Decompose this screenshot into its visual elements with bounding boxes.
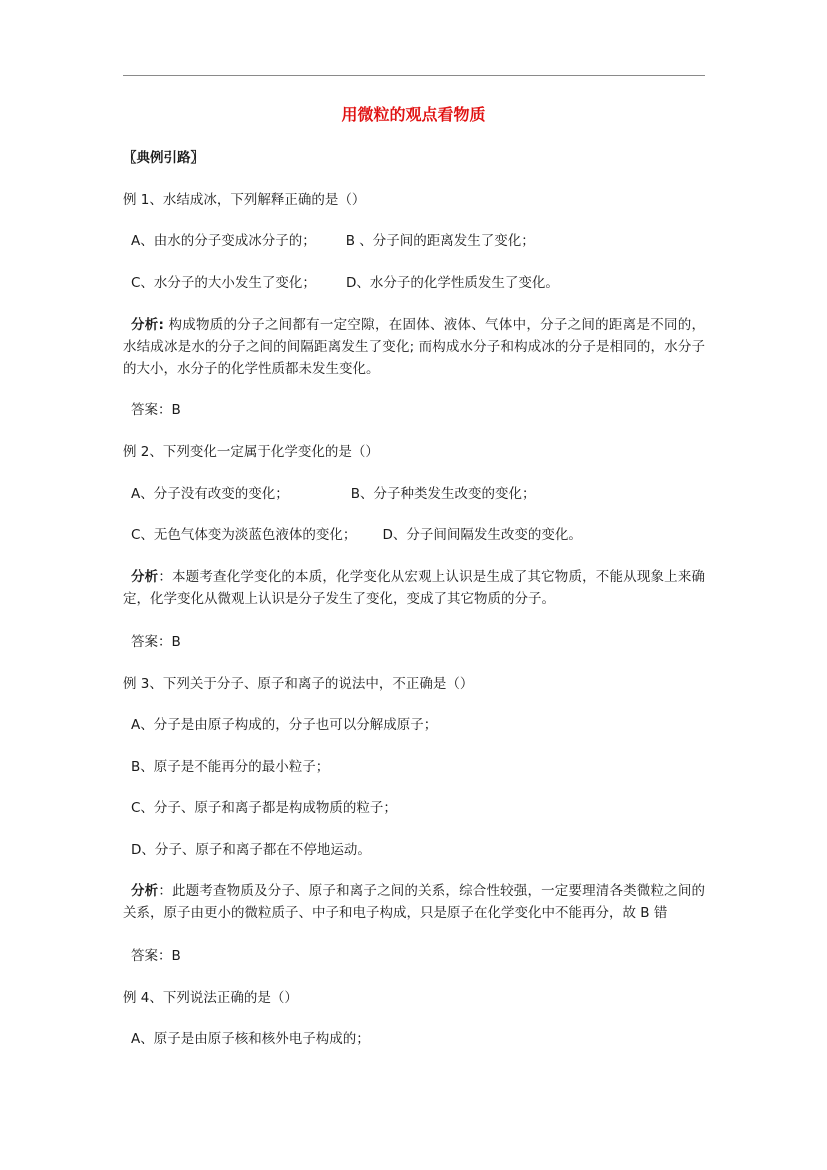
ex2-options-row1 — [123, 484, 536, 504]
ex1-option-a: A、由水的分子变成冰分子的； — [131, 233, 316, 249]
ex2-option-b: B、分子种类发生改变的变化； — [350, 486, 536, 502]
ex1-option-b: B 、分子间的距离发生了变化； — [345, 233, 535, 249]
ex3-analysis — [123, 880, 705, 924]
ex1-analysis-label: 分析: — [131, 317, 164, 333]
ex1-analysis-text: 构成物质的分子之间都有一定空隙，在固体、液体、气体中，分子之间的距离是不同的，水结成冰是水的分子之间的间隔距离发生了变化; 而构成水分子和构成冰的分子是相同的，水分子的大小，水分子的化学性质都未发生变化。 — [123, 317, 705, 377]
ex2-analysis-text: ：本题考查化学变化的本质，化学变化从宏观上认识是生成了其它物质，不能从现象上来确定，化学变化从微观上认识是分子发生了变化，变成了其它物质的分子。 — [123, 569, 706, 607]
ex1-analysis — [123, 314, 705, 380]
ex3-analysis-label: 分析 — [131, 883, 159, 899]
ex2-analysis — [123, 566, 705, 610]
ex1-question: 例 1、水结成冰，下列解释正确的是（） — [123, 192, 366, 208]
ex1-answer: 答案：B — [131, 402, 181, 418]
ex1-options-row2 — [123, 273, 559, 293]
header-rule — [123, 75, 705, 76]
ex3-option-c: C、分子、原子和离子都是构成物质的粒子； — [131, 800, 397, 816]
ex3-analysis-text: ：此题考查物质及分子、原子和离子之间的关系，综合性较强，一定要理清各类微粒之间的关系，原子由更小的微粒质子、中子和电子构成，只是原子在化学变化中不能再分，故 B 错 — [123, 883, 706, 921]
ex2-answer: 答案：B — [131, 634, 181, 650]
ex2-options-row2 — [123, 525, 582, 545]
ex3-answer: 答案：B — [131, 948, 181, 964]
ex4-option-a: A、原子是由原子核和核外电子构成的； — [131, 1031, 370, 1047]
ex2-analysis-label: 分析 — [131, 569, 159, 585]
ex4-question: 例 4、下列说法正确的是（） — [123, 990, 298, 1006]
ex1-option-c: C、水分子的大小发生了变化； — [131, 275, 316, 291]
ex3-option-b: B、原子是不能再分的最小粒子； — [131, 759, 330, 775]
ex2-option-a: A、分子没有改变的变化； — [131, 486, 289, 502]
ex1-option-d: D、水分子的化学性质发生了变化。 — [345, 275, 559, 291]
ex2-option-d: D、分子间间隔发生改变的变化。 — [382, 527, 582, 543]
ex2-option-c: C、无色气体变为淡蓝色液体的变化； — [131, 527, 357, 543]
ex1-options-row1 — [123, 231, 535, 251]
ex3-option-a: A、分子是由原子构成的，分子也可以分解成原子； — [131, 717, 438, 733]
section-heading: 〖典例引路〗 — [123, 150, 204, 166]
ex3-option-d: D、分子、原子和离子都在不停地运动。 — [131, 842, 371, 858]
ex2-question: 例 2、下列变化一定属于化学变化的是（） — [123, 444, 379, 460]
page-title: 用微粒的观点看物质 — [341, 105, 486, 124]
ex3-question: 例 3、下列关于分子、原子和离子的说法中，不正确是（） — [123, 676, 474, 692]
